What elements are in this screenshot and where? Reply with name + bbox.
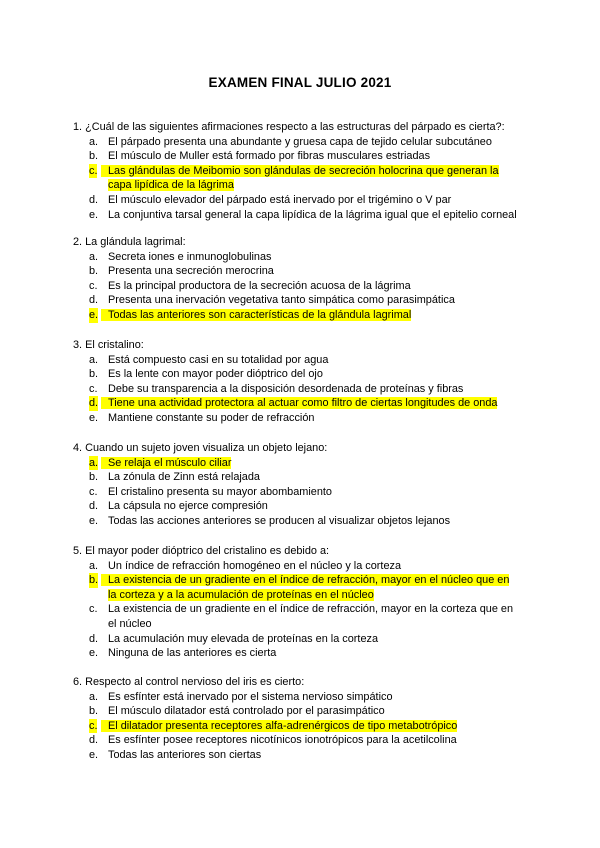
option-text: La zónula de Zinn está relajada [108,471,260,484]
option-letter: b. [89,574,99,587]
option-text: La existencia de un gradiente en el índice de refracción, mayor en el núcleo que en [101,574,509,586]
option-letter: c. [89,382,98,395]
answer-option-correct [73,164,533,193]
answer-option [73,646,533,661]
answer-option [73,279,533,294]
option-text: Está compuesto casi en su totalidad por agua [108,353,329,366]
option-text: Todas las acciones anteriores se producen al visualizar objetos lejanos [108,514,451,527]
option-list [73,690,533,763]
option-text: Presenta una secreción merocrina [108,265,274,278]
option-text: Todas las anteriores son características de la glándula lagrimal [101,309,411,321]
option-text: El párpado presenta una abundante y gruesa capa de tejido celular subcutáneo [108,135,492,148]
answer-option [73,514,533,529]
question-1 [73,120,533,222]
option-text: La existencia de un gradiente en el índice de refracción, mayor en la corteza que en [108,603,514,616]
option-letter: e. [89,748,99,761]
option-list [73,456,533,529]
page-title: EXAMEN FINAL JULIO 2021 [208,75,392,90]
option-text: El músculo dilatador está controlado por el parasimpático [108,705,385,718]
option-letter: c. [89,485,98,498]
option-text: Es esfínter está inervado por el sistema nervioso simpático [108,690,393,703]
option-letter: d. [89,632,99,645]
option-letter: e. [89,411,99,424]
question-stem: 5. El mayor poder dióptrico del cristalino es debido a: [73,545,330,557]
question-stem: 6. Respecto al control nervioso del iris es cierto: [73,676,305,688]
option-letter: a. [89,456,99,469]
option-text: capa lipídica de la lágrima [108,179,234,192]
option-letter: c. [89,164,98,177]
answer-option [73,602,533,631]
option-letter: b. [89,705,99,718]
question-stem: 4. Cuando un sujeto joven visualiza un objeto lejano: [73,442,328,454]
option-list [73,353,533,426]
answer-option [73,733,533,748]
option-text: El músculo de Muller está formado por fibras musculares estriadas [108,150,431,163]
answer-option [73,470,533,485]
option-list [73,135,533,223]
option-letter: e. [89,208,99,221]
option-text: Se relaja el músculo ciliar [101,457,231,469]
option-letter: c. [89,603,98,616]
option-text: Ninguna de las anteriores es cierta [108,647,277,660]
option-letter: d. [89,397,99,410]
option-text: La conjuntiva tarsal general la capa lipídica de la lágrima igual que el epitelio corneal [108,208,517,221]
option-letter: d. [89,500,99,513]
option-text: Presenta una inervación vegetativa tanto simpática como parasimpática [108,294,455,307]
answer-option [73,149,533,164]
option-letter: e. [89,514,99,527]
answer-option [73,411,533,426]
question-stem: 2. La glándula lagrimal: [73,236,186,248]
answer-option [73,485,533,500]
answer-option-correct [73,396,533,411]
option-letter: a. [89,135,99,148]
option-text: la corteza y a la acumulación de proteínas en el núcleo [108,588,374,601]
option-letter: b. [89,150,99,163]
answer-option-correct [73,456,533,471]
answer-option-correct [73,573,533,602]
option-letter: d. [89,193,99,206]
option-text: El músculo elevador del párpado está inervado por el trigémino o V par [108,193,452,206]
option-text: el núcleo [108,617,152,630]
option-text: Secreta iones e inmunoglobulinas [108,250,272,263]
question-stem: 3. El cristalino: [73,339,144,351]
option-letter: b. [89,471,99,484]
option-text: Es la lente con mayor poder dióptrico del ojo [108,368,323,381]
answer-option [73,748,533,763]
answer-option [73,559,533,574]
answer-option [73,135,533,150]
option-letter: c. [89,719,98,732]
answer-option [73,382,533,397]
option-text: Todas las anteriores son ciertas [108,748,262,761]
option-text: La acumulación muy elevada de proteínas en la corteza [108,632,379,645]
option-text: Es esfínter posee receptores nicotínicos ionotrópicos para la acetilcolina [108,734,457,747]
question-5 [73,544,533,661]
option-text: Las glándulas de Meibomio son glándulas de secreción holocrina que generan la [101,165,499,177]
option-letter: a. [89,690,99,703]
answer-option-correct [73,308,533,323]
option-text: Debe su transparencia a la disposición desordenada de proteínas y fibras [108,382,464,395]
option-list [73,559,533,661]
question-2 [73,235,533,323]
question-6 [73,675,533,763]
answer-option [73,293,533,308]
option-letter: c. [89,279,98,292]
option-letter: a. [89,559,99,572]
option-letter: e. [89,308,99,321]
option-letter: d. [89,294,99,307]
option-text: Mantiene constante su poder de refracción [108,411,315,424]
answer-option [73,632,533,647]
option-letter: a. [89,250,99,263]
answer-option [73,353,533,368]
option-letter: e. [89,647,99,660]
question-stem: 1. ¿Cuál de las siguientes afirmaciones respecto a las estructuras del párpado es cierta?: [73,121,505,133]
option-text: Tiene una actividad protectora al actuar como filtro de ciertas longitudes de onda [101,397,497,409]
answer-option [73,208,533,223]
answer-option-correct [73,719,533,734]
answer-option [73,367,533,382]
option-text: La cápsula no ejerce compresión [108,500,268,513]
answer-option [73,704,533,719]
answer-option [73,499,533,514]
option-letter: b. [89,265,99,278]
answer-option [73,690,533,705]
option-text: Es la principal productora de la secreción acuosa de la lágrima [108,279,411,292]
option-text: Un índice de refracción homogéneo en el núcleo y la corteza [108,559,402,572]
question-3 [73,338,533,426]
option-text: El cristalino presenta su mayor abombamiento [108,485,332,498]
option-list [73,250,533,323]
answer-option [73,193,533,208]
question-4 [73,441,533,529]
option-text: El dilatador presenta receptores alfa-adrenérgicos de tipo metabotrópico [101,720,457,732]
answer-option [73,250,533,265]
answer-option [73,264,533,279]
option-letter: b. [89,368,99,381]
option-letter: d. [89,734,99,747]
option-letter: a. [89,353,99,366]
